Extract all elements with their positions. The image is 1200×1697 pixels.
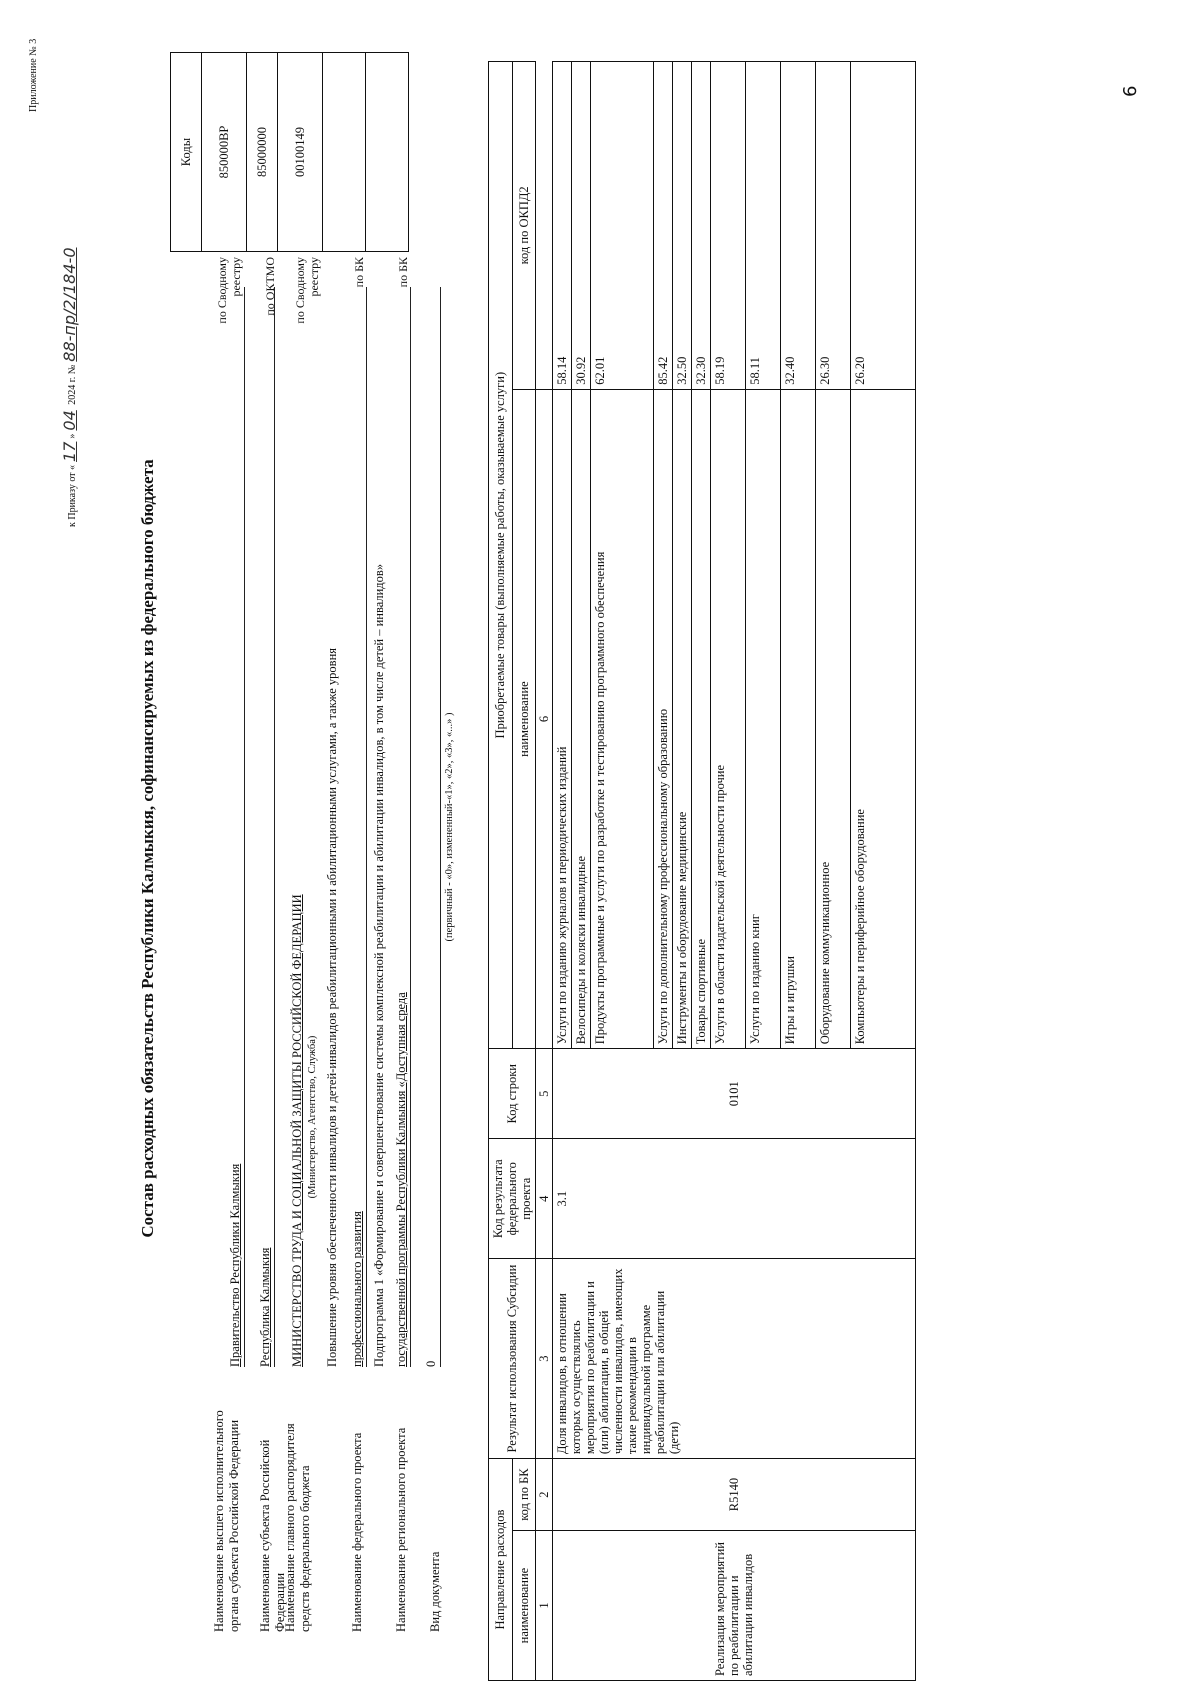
label-by-bk-1: по БК [352,257,366,288]
underline-row5 [410,287,411,1367]
result-text: Доля инвалидов, в отношении которых осуществлялись мероприятия по реабилитации и (или) абилитации, в общей численности инвалидов, имеющих такие рекомендации в индивидуальной программе реабилитации или абилитации (дети) [553,1259,916,1459]
underline-row1 [244,287,245,1367]
order-prefix: к Приказу от « [67,464,78,527]
item-code: 32.50 [673,62,692,390]
item-code: 62.01 [591,62,654,390]
item-name: Оборудование коммуникационное [816,389,851,1049]
page-number: 6 [1120,85,1141,97]
col-num-1: 1 [536,1531,553,1681]
col-num-2: 2 [536,1459,553,1531]
value-document-type: 0 [424,1360,438,1367]
header-line-code: Код строки [489,1049,536,1139]
order-day: 17 [60,441,79,462]
value-chief-administrator: МИНИСТЕРСТВО ТРУДА И СОЦИАЛЬНОЙ ЗАЩИТЫ РОССИЙСКОЙ ФЕДЕРАЦИИ [290,894,304,1367]
item-name: Игры и игрушки [781,389,816,1049]
direction-name: Реализация мероприятий по реабилитации и абилитации инвалидов [553,1531,916,1681]
order-year: 2024 г. № [67,364,78,405]
codes-box [170,52,409,252]
item-name: Продукты программные и услуги по разработке и тестированию программного обеспечения [591,389,654,1049]
order-number: 88-пр/2/184-0 [60,247,79,362]
table-row [553,62,572,1681]
value-executive-body: Правительство Республики Калмыкия [228,1163,242,1367]
label-subject: Наименование субъекта Российской Федерации [258,1439,287,1632]
underline-row6 [440,287,441,1367]
value-subject: Республика Калмыкия [258,1247,272,1367]
caption-document-type: (первичный - «0», измененный-«1», «2», «3», «...» ) [444,712,455,942]
item-name: Инструменты и оборудование медицинские [673,389,692,1049]
header-result: Результат использования Субсидии [489,1259,536,1459]
order-reference [60,245,79,528]
code-bk-1 [323,53,366,252]
item-code: 26.30 [816,62,851,390]
item-code: 32.30 [692,62,711,390]
bk-code: R5140 [553,1459,916,1531]
col-num-6: 6 [536,389,553,1049]
value-federal-project-a: Повышение уровня обеспеченности инвалидов и детей-инвалидов реабилитационными и абилитационными услугами, а также уровня [325,647,339,1367]
code-registry-1: 850000ВР [202,53,247,252]
item-name: Велосипеды и коляски инвалидные [572,389,591,1049]
item-name: Товары спортивные [692,389,711,1049]
header-direction: Направление расходов [489,1459,513,1681]
label-federal-project: Наименование федерального проекта [350,1432,364,1632]
line-code: 0101 [553,1049,916,1139]
item-code: 58.19 [711,62,746,390]
item-code: 32.40 [781,62,816,390]
col-num-3: 3 [536,1259,553,1459]
code-registry-2: 00100149 [278,53,323,252]
item-code: 58.11 [746,62,781,390]
item-code: 26.20 [851,62,916,390]
order-month: 04 [60,410,79,431]
header-bk: код по БК [512,1459,536,1531]
item-code: 30.92 [572,62,591,390]
fed-code: 3.1 [553,1139,916,1259]
header-okpd: код по ОКПД2 [512,62,536,390]
col-num-5: 5 [536,1049,553,1139]
label-by-bk-2: по БК [396,257,410,288]
header-goods-name: наименование [512,389,536,1049]
document-title: Состав расходных обязательств Республики Калмыкия, софинансируемых из федерального бюджета [138,459,157,1238]
header-dir-name: наименование [512,1531,536,1681]
value-regional-project-a: Подпрограмма 1 «Формирование и совершенствование системы комплексной реабилитации и абилитации инвалидов, в том числе детей – инвалидов» [372,563,386,1367]
label-by-registry-2: по Сводному реестру [293,257,321,324]
label-document-type: Вид документа [428,1551,442,1632]
item-name: Услуги по дополнительному профессиональному образованию [654,389,673,1049]
caption-ministry: (Министерство, Агентство, Служба) [307,1035,318,1199]
appendix-label: Приложение № 3 [28,38,39,112]
header-goods: Приобретаемые товары (выполняемые работы, оказываемые услуги) [489,62,513,1049]
item-name: Услуги в области издательской деятельности прочие [711,389,746,1049]
label-by-registry-1: по Сводному реестру [215,257,243,324]
item-name: Компьютеры и периферийное оборудование [851,389,916,1049]
header-fed-code: Код результата федерального проекта [489,1139,536,1259]
col-num-4: 4 [536,1139,553,1259]
item-code: 85.42 [654,62,673,390]
value-regional-project-b: государственной программы Республики Калмыкия «Доступная среда [394,992,408,1367]
order-sep: » [67,433,78,439]
item-name: Услуги по изданию журналов и периодических изданий [553,389,572,1049]
expenditures-table [488,61,916,1681]
code-oktmo: 85000000 [247,53,278,252]
label-executive-body: Наименование высшего исполнительного органа субъекта Российской Федерации [212,1410,241,1632]
underline-row2 [274,287,275,1367]
label-chief-administrator: Наименование главного распорядителя средств федерального бюджета [283,1423,312,1632]
code-bk-2 [366,53,409,252]
underline-row4 [366,287,367,1367]
label-regional-project: Наименование регионального проекта [394,1427,408,1632]
value-federal-project-b: профессионального развития [350,1211,364,1367]
item-name: Услуги по изданию книг [746,389,781,1049]
codes-header: Коды [171,53,202,252]
label-by-oktmo: по ОКТМО [263,257,277,316]
item-code: 58.14 [553,62,572,390]
